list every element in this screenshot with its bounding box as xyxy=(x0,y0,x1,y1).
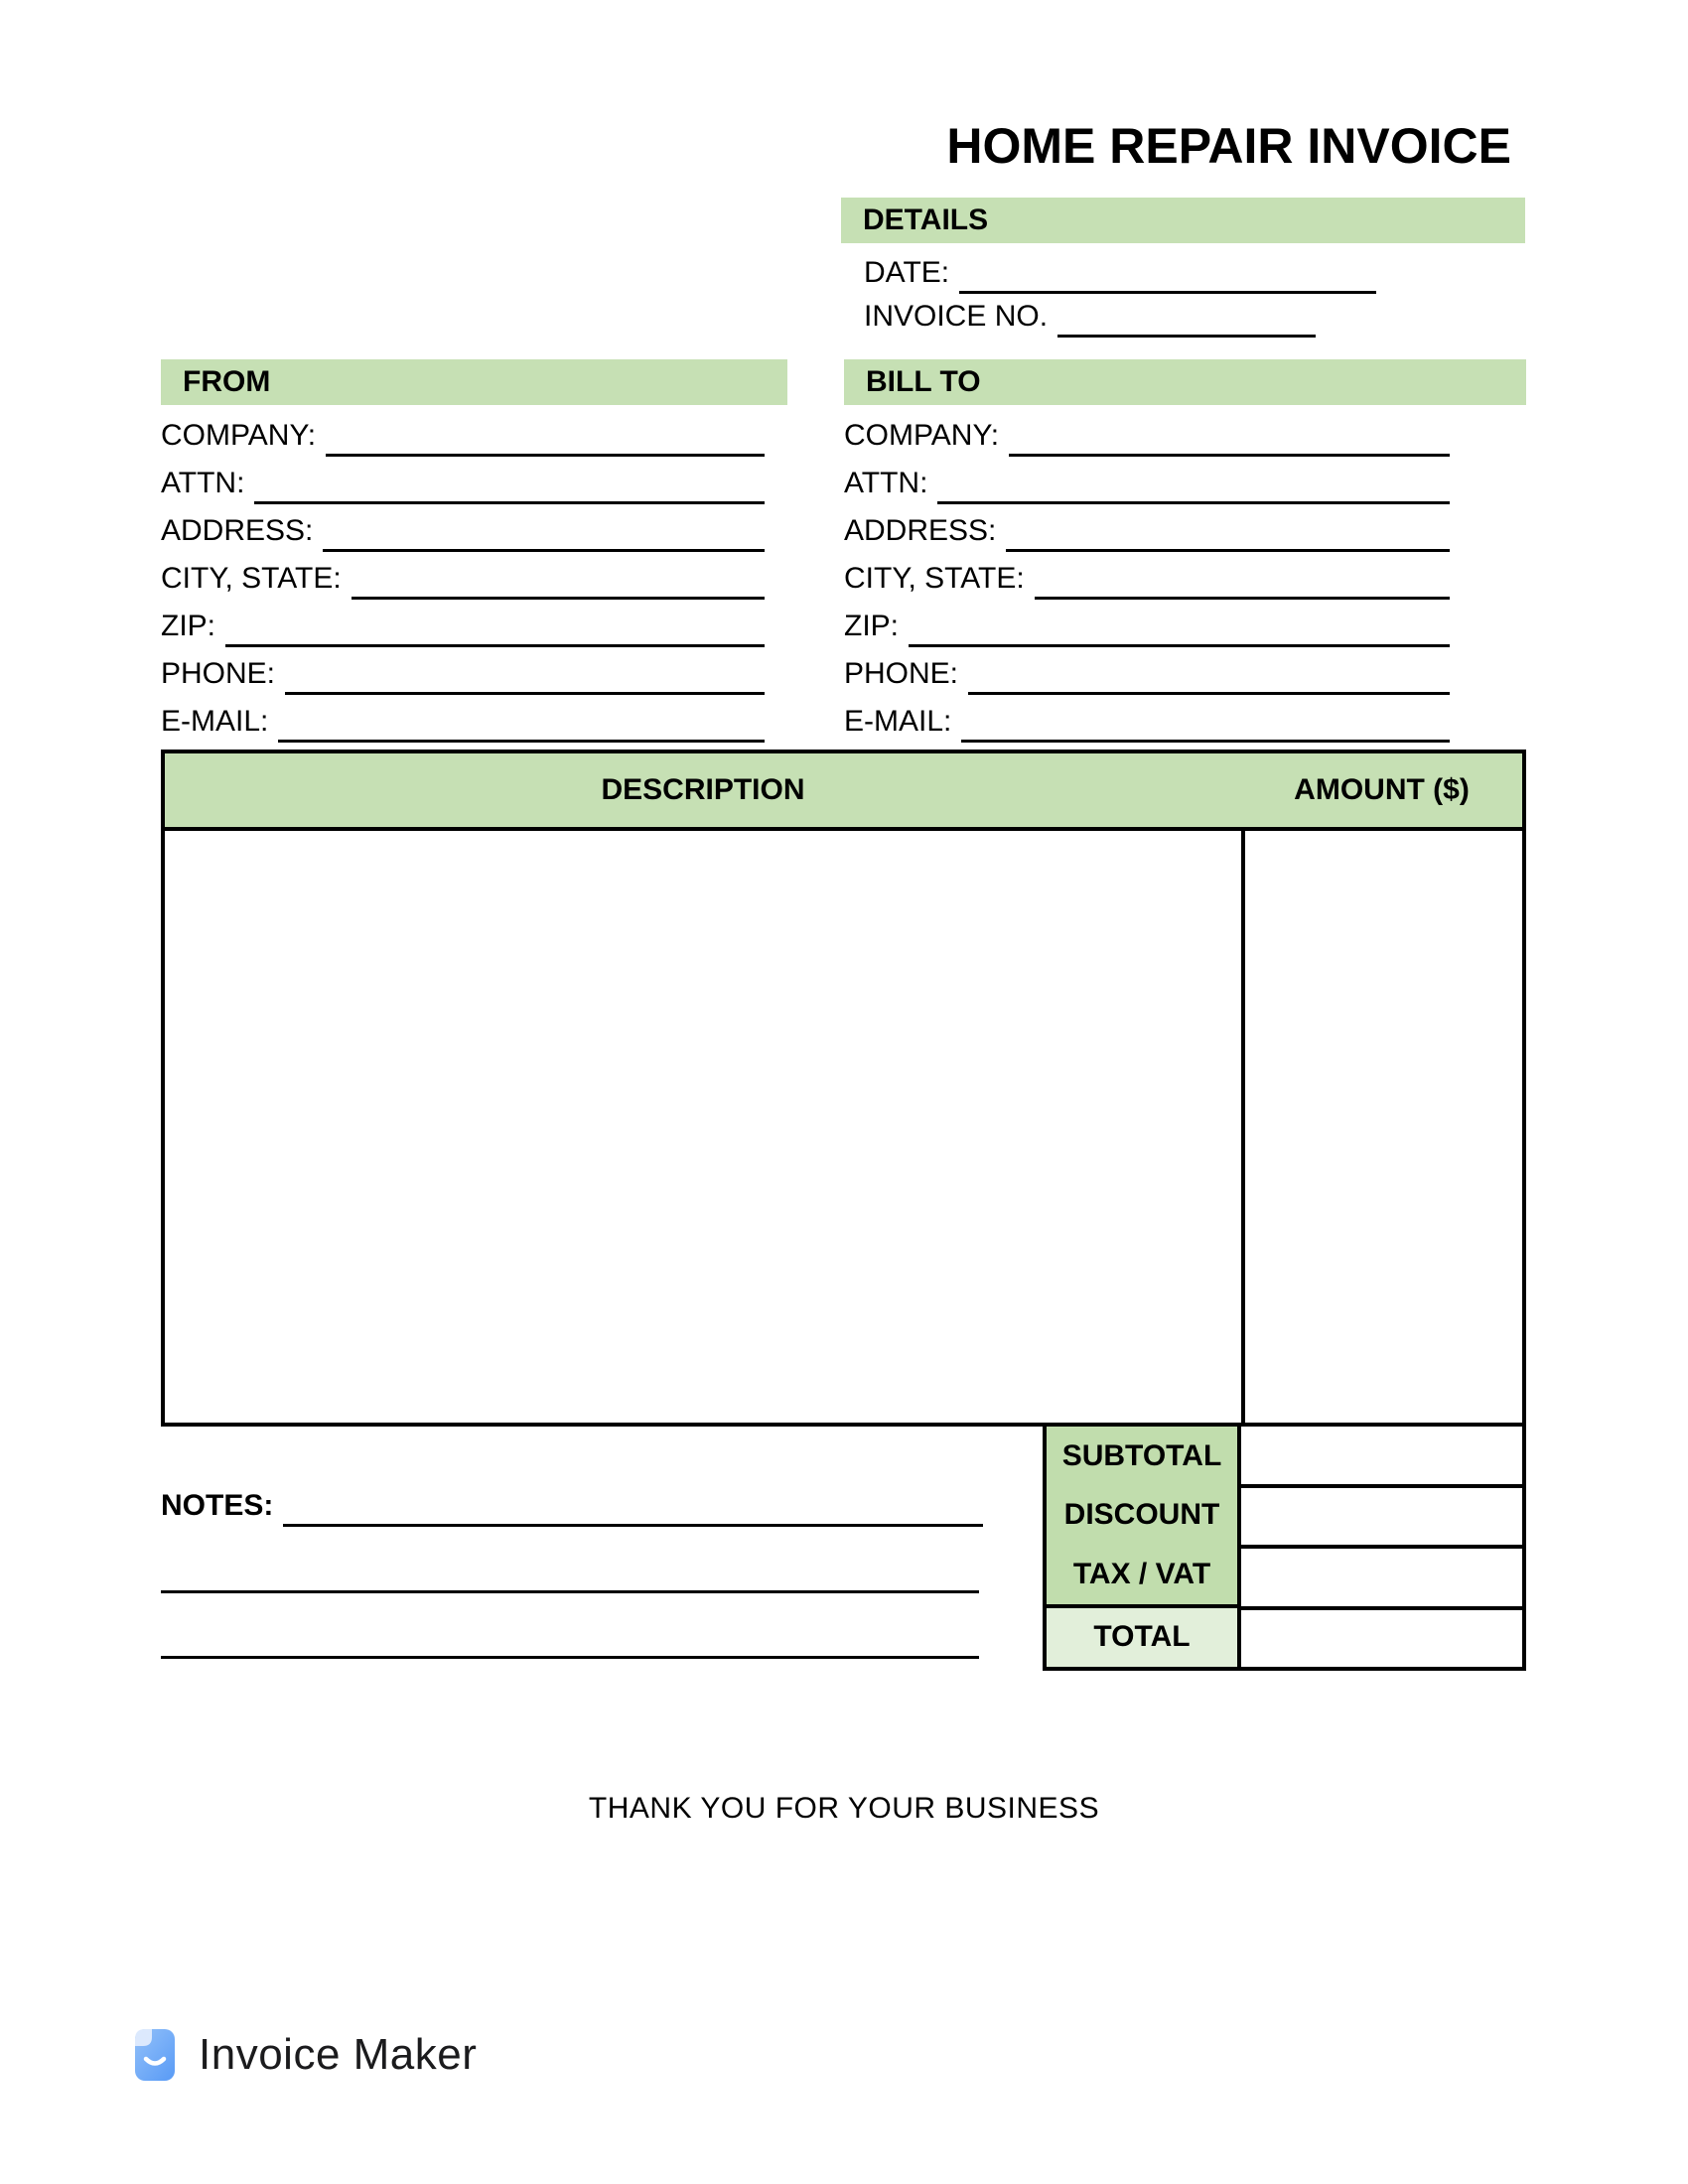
from-attn-input-line[interactable] xyxy=(254,468,765,504)
billto-email-row xyxy=(844,695,1450,743)
billto-email-input-line[interactable] xyxy=(961,706,1450,743)
invoice-no-input-line[interactable] xyxy=(1057,301,1316,338)
notes-input-line-3[interactable] xyxy=(161,1614,979,1659)
from-city-state-label: CITY, STATE: xyxy=(161,562,342,595)
billto-zip-label: ZIP: xyxy=(844,610,900,642)
from-company-row xyxy=(161,409,765,457)
from-phone-label: PHONE: xyxy=(161,657,276,690)
from-phone-row xyxy=(161,647,765,695)
billto-attn-input-line[interactable] xyxy=(937,468,1450,504)
billto-city-state-row xyxy=(844,552,1450,600)
from-email-label: E-MAIL: xyxy=(161,705,269,738)
from-company-label: COMPANY: xyxy=(161,419,317,452)
from-phone-input-line[interactable] xyxy=(285,658,765,695)
billto-zip-input-line[interactable] xyxy=(909,611,1450,647)
billto-phone-label: PHONE: xyxy=(844,657,959,690)
billto-zip-row xyxy=(844,600,1450,647)
totals-value-column xyxy=(1241,1423,1526,1671)
notes-input-line-1[interactable] xyxy=(283,1490,983,1527)
from-city-state-input-line[interactable] xyxy=(352,563,765,600)
notes-input-line-2[interactable] xyxy=(161,1549,979,1593)
total-value-cell[interactable] xyxy=(1241,1610,1526,1672)
from-email-row xyxy=(161,695,765,743)
date-label: DATE: xyxy=(864,256,950,289)
from-section-header: FROM xyxy=(161,359,787,405)
amount-column-header: AMOUNT ($) xyxy=(1294,773,1470,806)
discount-label: DISCOUNT xyxy=(1063,1498,1220,1532)
from-company-input-line[interactable] xyxy=(326,420,765,457)
subtotal-label: SUBTOTAL xyxy=(1061,1438,1222,1472)
total-label: TOTAL xyxy=(1043,1608,1241,1672)
billto-attn-row xyxy=(844,457,1450,504)
from-email-input-line[interactable] xyxy=(278,706,765,743)
invoice-no-field-row xyxy=(864,294,1316,338)
totals-label-block xyxy=(1043,1423,1241,1608)
invoice-maker-brand xyxy=(135,2029,477,2081)
notes-label: NOTES: xyxy=(161,1489,274,1522)
billto-city-state-label: CITY, STATE: xyxy=(844,562,1025,595)
billto-phone-row xyxy=(844,647,1450,695)
from-attn-row xyxy=(161,457,765,504)
from-city-state-row xyxy=(161,552,765,600)
from-attn-label: ATTN: xyxy=(161,467,245,499)
bill-to-section-header: BILL TO xyxy=(844,359,1526,405)
invoice-maker-document-smile-icon xyxy=(135,2029,175,2081)
billto-phone-input-line[interactable] xyxy=(968,658,1450,695)
from-zip-row xyxy=(161,600,765,647)
from-address-input-line[interactable] xyxy=(323,515,765,552)
page-title: HOME REPAIR INVOICE xyxy=(946,118,1511,174)
billto-email-label: E-MAIL: xyxy=(844,705,952,738)
line-items-body[interactable] xyxy=(165,831,1522,1423)
invoice-no-label: INVOICE NO. xyxy=(864,300,1049,333)
billto-company-row xyxy=(844,409,1450,457)
from-address-label: ADDRESS: xyxy=(161,514,314,547)
description-column-header: DESCRIPTION xyxy=(601,773,805,806)
tax-vat-label: TAX / VAT xyxy=(1072,1557,1211,1590)
date-input-line[interactable] xyxy=(959,257,1376,294)
billto-address-row xyxy=(844,504,1450,552)
from-address-row xyxy=(161,504,765,552)
billto-attn-label: ATTN: xyxy=(844,467,928,499)
subtotal-value-cell[interactable] xyxy=(1241,1423,1526,1488)
totals-table xyxy=(1043,1423,1526,1671)
details-section-header: DETAILS xyxy=(841,198,1525,243)
totals-label-column xyxy=(1043,1423,1241,1671)
from-zip-input-line[interactable] xyxy=(225,611,765,647)
discount-value-cell[interactable] xyxy=(1241,1488,1526,1550)
billto-address-label: ADDRESS: xyxy=(844,514,997,547)
line-items-header-row xyxy=(165,753,1522,831)
line-items-table xyxy=(161,750,1526,1427)
billto-address-input-line[interactable] xyxy=(1006,515,1450,552)
tax-vat-value-cell[interactable] xyxy=(1241,1549,1526,1610)
date-field-row xyxy=(864,250,1376,294)
billto-city-state-input-line[interactable] xyxy=(1035,563,1450,600)
billto-company-input-line[interactable] xyxy=(1009,420,1450,457)
amount-column-divider xyxy=(1241,831,1245,1423)
billto-company-label: COMPANY: xyxy=(844,419,1000,452)
brand-name: Invoice Maker xyxy=(199,2030,478,2079)
thank-you-message: THANK YOU FOR YOUR BUSINESS xyxy=(588,1792,1100,1825)
from-zip-label: ZIP: xyxy=(161,610,216,642)
notes-row xyxy=(161,1489,983,1527)
